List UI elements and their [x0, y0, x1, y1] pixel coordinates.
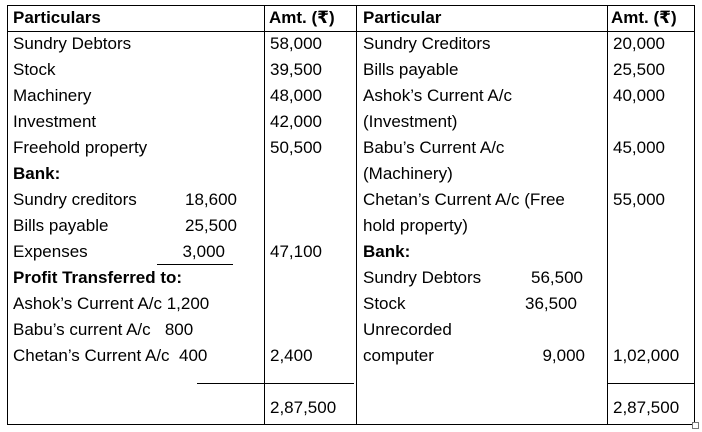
row-label: Freehold property: [13, 138, 148, 157]
row-label: Babu’s Current A/c: [363, 138, 505, 157]
sub-amount: 3,000: [182, 242, 225, 261]
amount: 48,000: [270, 86, 322, 105]
column-divider: [356, 5, 357, 425]
row-label: Sundry Debtors: [363, 268, 482, 287]
column-divider: [264, 5, 265, 425]
amount: 40,000: [613, 86, 665, 105]
table-border-left: [7, 5, 8, 425]
header-amount: Amt. (₹): [269, 8, 335, 27]
row-label: Babu’s current A/c 800: [13, 320, 194, 339]
row-label: Sundry creditors: [13, 190, 137, 209]
section-heading: Bank:: [13, 164, 61, 183]
section-heading: Bank:: [363, 242, 411, 261]
sub-amount: 36,500: [525, 294, 577, 313]
amount: 55,000: [613, 190, 665, 209]
row-label: Stock: [363, 294, 406, 313]
amount: 42,000: [270, 112, 322, 131]
sub-amount: 25,500: [185, 216, 237, 235]
sub-amount: 18,600: [185, 190, 237, 209]
section-heading: Profit Transferred to:: [13, 268, 183, 287]
total-separator-left: [197, 383, 354, 384]
account-table: [7, 5, 695, 425]
table-resize-handle[interactable]: [692, 422, 699, 429]
amount: 58,000: [270, 34, 322, 53]
row-label: Investment: [13, 112, 97, 131]
column-divider: [607, 5, 608, 425]
amount: 39,500: [270, 60, 322, 79]
row-label: (Investment): [363, 112, 458, 131]
amount: 45,000: [613, 138, 665, 157]
amount: 20,000: [613, 34, 665, 53]
table-border-right: [694, 5, 695, 425]
row-label: Bills payable: [13, 216, 109, 235]
row-label: Chetan’s Current A/c (Free: [363, 190, 565, 209]
amount: 1,02,000: [613, 346, 680, 365]
row-label: Unrecorded: [363, 320, 452, 339]
total-separator-right: [608, 383, 694, 384]
sub-amount: 9,000: [542, 346, 585, 365]
amount: 50,500: [270, 138, 322, 157]
table-border-bottom: [7, 424, 695, 425]
row-label: Ashok’s Current A/c 1,200: [13, 294, 210, 313]
amount: 47,100: [270, 242, 322, 261]
row-label: Sundry Debtors: [13, 34, 132, 53]
row-label: Bills payable: [363, 60, 459, 79]
header-particular: Particular: [363, 8, 442, 27]
amount: 2,400: [270, 346, 313, 365]
row-label: hold property): [363, 216, 468, 235]
row-label: (Machinery): [363, 164, 453, 183]
row-label: Sundry Creditors: [363, 34, 491, 53]
row-label: Stock: [13, 60, 56, 79]
row-label: Machinery: [13, 86, 92, 105]
table-border-top: [7, 5, 695, 6]
total-amount: 2,87,500: [613, 398, 680, 417]
header-particulars: Particulars: [13, 8, 101, 27]
row-label: Ashok’s Current A/c: [363, 86, 512, 105]
amount: 25,500: [613, 60, 665, 79]
header-amount: Amt. (₹): [611, 8, 677, 27]
total-amount: 2,87,500: [270, 398, 337, 417]
row-label: Chetan’s Current A/c 400: [13, 346, 208, 365]
sub-amount: 56,500: [531, 268, 583, 287]
row-label: computer: [363, 346, 434, 365]
row-label: Expenses: [13, 242, 88, 261]
